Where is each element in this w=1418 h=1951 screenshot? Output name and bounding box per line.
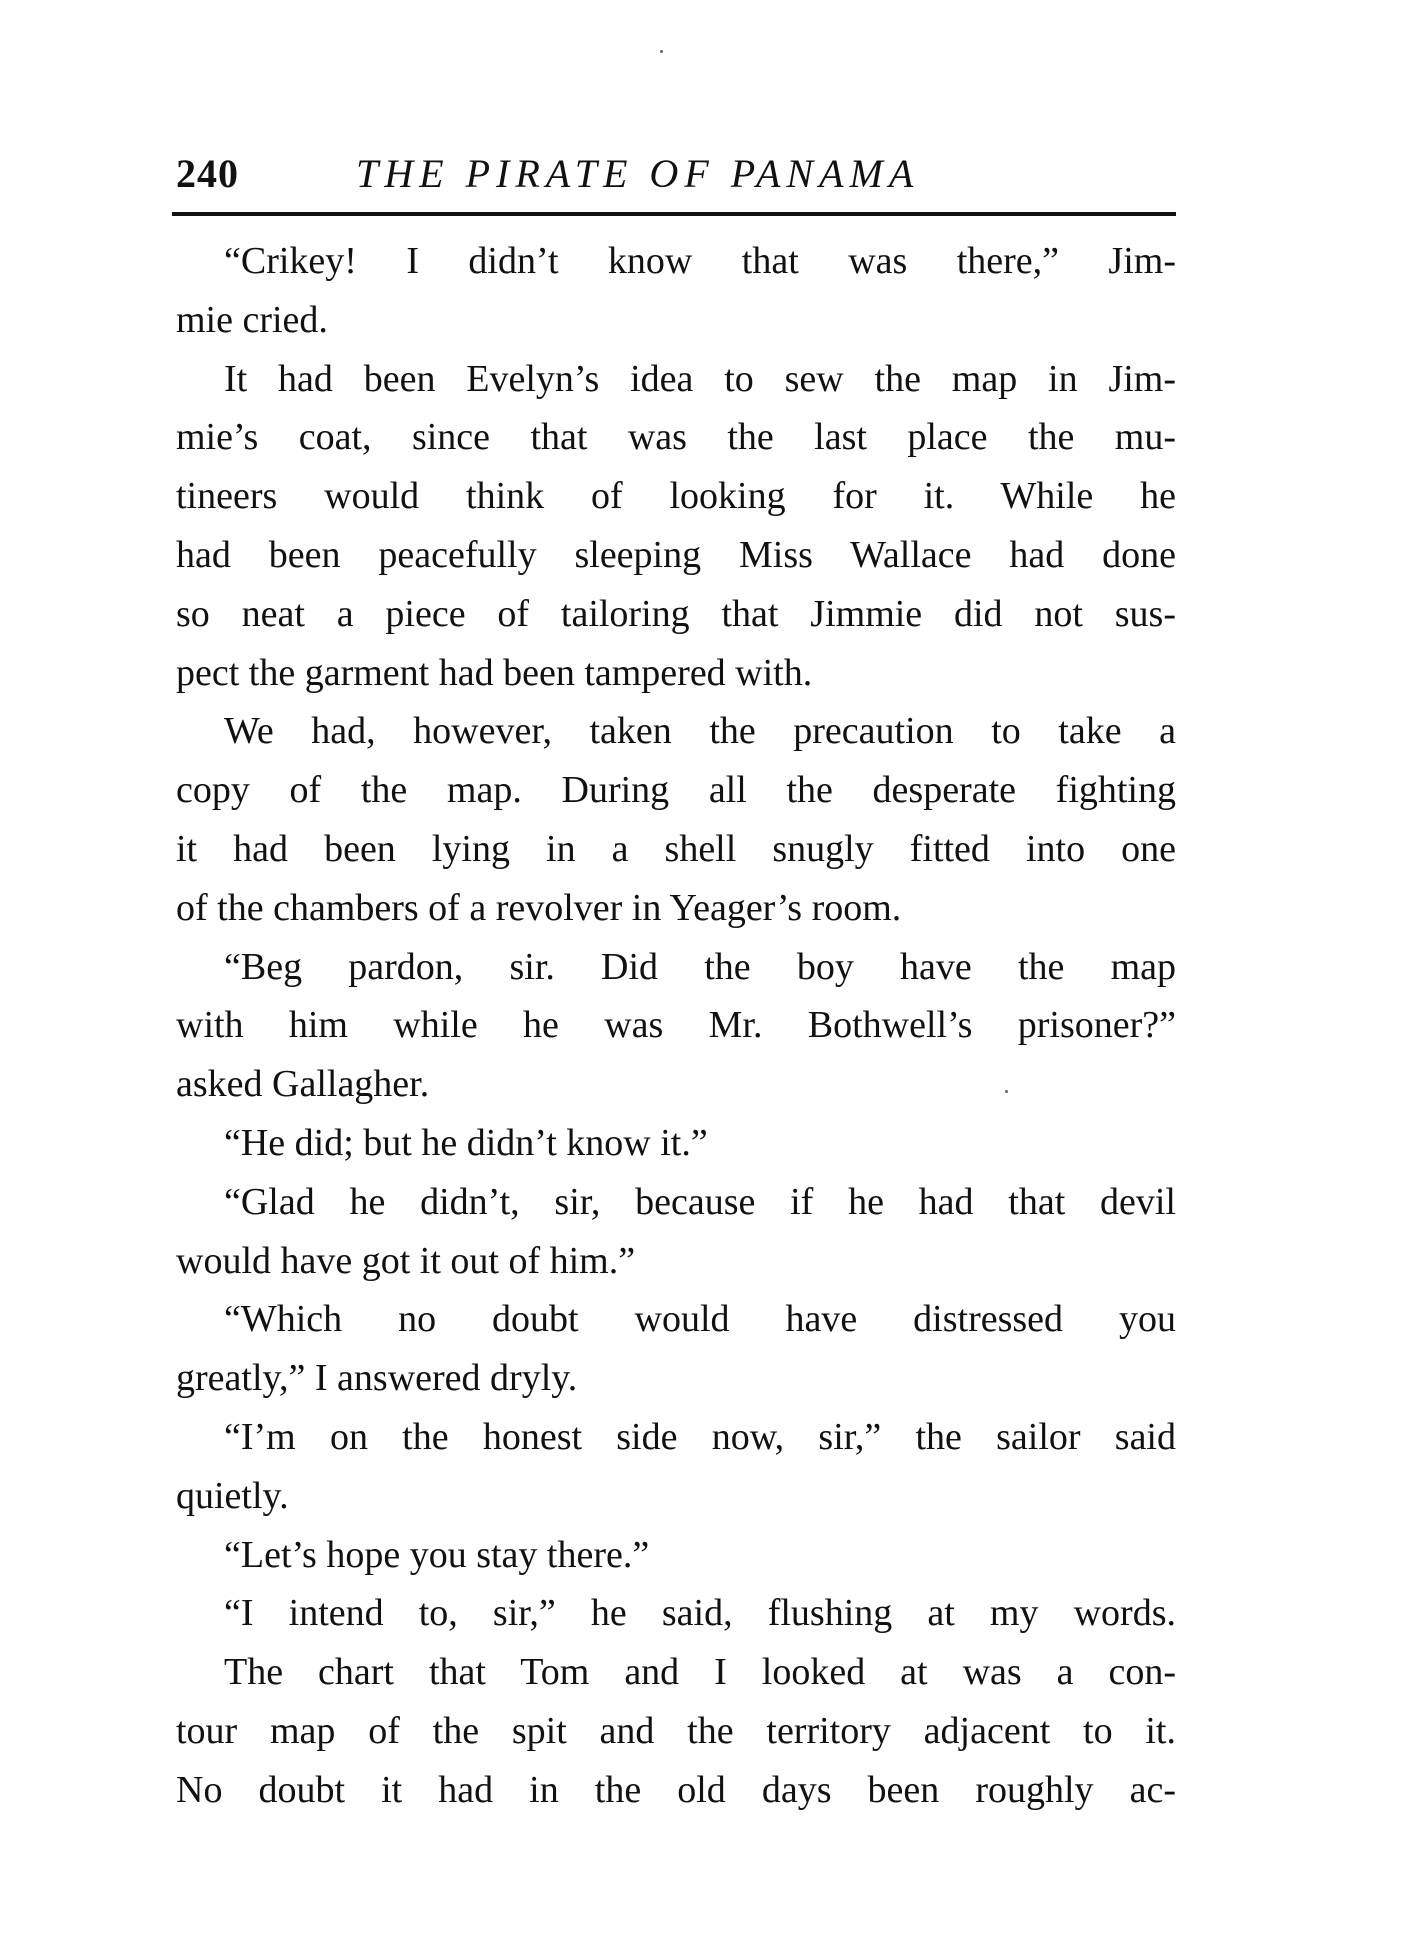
text-line: would have got it out of him.” <box>176 1239 636 1282</box>
running-title: THE PIRATE OF PANAMA <box>356 151 920 196</box>
text-line: so neat a piece of tailoring that Jimmie did not sus- <box>176 592 1176 635</box>
text-line: “Glad he didn’t, sir, because if he had that devil <box>224 1180 1176 1223</box>
page-header <box>176 150 1176 212</box>
text-line: The chart that Tom and I looked at was a con- <box>224 1651 1176 1694</box>
text-line: quietly. <box>176 1474 289 1517</box>
text-line: copy of the map. During all the desperate fighting <box>176 769 1176 812</box>
text-line: mie’s coat, since that was the last place the mu- <box>176 416 1176 459</box>
text-line: tineers would think of looking for it. While he <box>176 475 1176 518</box>
paper-speck <box>660 50 663 53</box>
page-number: 240 <box>176 151 239 196</box>
header-rule <box>172 212 1176 216</box>
text-line: “I’m on the honest side now, sir,” the sailor said <box>224 1415 1176 1458</box>
text-line: pect the garment had been tampered with. <box>176 651 813 694</box>
text-line: “I intend to, sir,” he said, flushing at my words. <box>224 1592 1176 1635</box>
text-line: “Beg pardon, sir. Did the boy have the map <box>224 945 1176 988</box>
text-line: greatly,” I answered dryly. <box>176 1357 578 1400</box>
text-line: “Let’s hope you stay there.” <box>224 1533 650 1576</box>
text-line: No doubt it had in the old days been roughly ac- <box>176 1768 1176 1811</box>
text-line: “He did; but he didn’t know it.” <box>224 1121 708 1164</box>
text-line: of the chambers of a revolver in Yeager’s room. <box>176 886 902 929</box>
body-text <box>176 232 1176 1820</box>
text-line: “Which no doubt would have distressed you <box>224 1298 1176 1341</box>
text-line: asked Gallagher. <box>176 1063 430 1106</box>
text-line: mie cried. <box>176 298 328 341</box>
text-line: tour map of the spit and the territory adjacent to it. <box>176 1709 1176 1752</box>
text-line: It had been Evelyn’s idea to sew the map in Jim- <box>224 357 1176 400</box>
text-line: it had been lying in a shell snugly fitted into one <box>176 827 1176 870</box>
text-line: “Crikey! I didn’t know that was there,” Jim- <box>224 240 1176 282</box>
text-line: with him while he was Mr. Bothwell’s prisoner?” <box>176 1004 1176 1047</box>
text-line: had been peacefully sleeping Miss Wallace had done <box>176 533 1176 576</box>
text-line: We had, however, taken the precaution to take a <box>224 710 1176 753</box>
